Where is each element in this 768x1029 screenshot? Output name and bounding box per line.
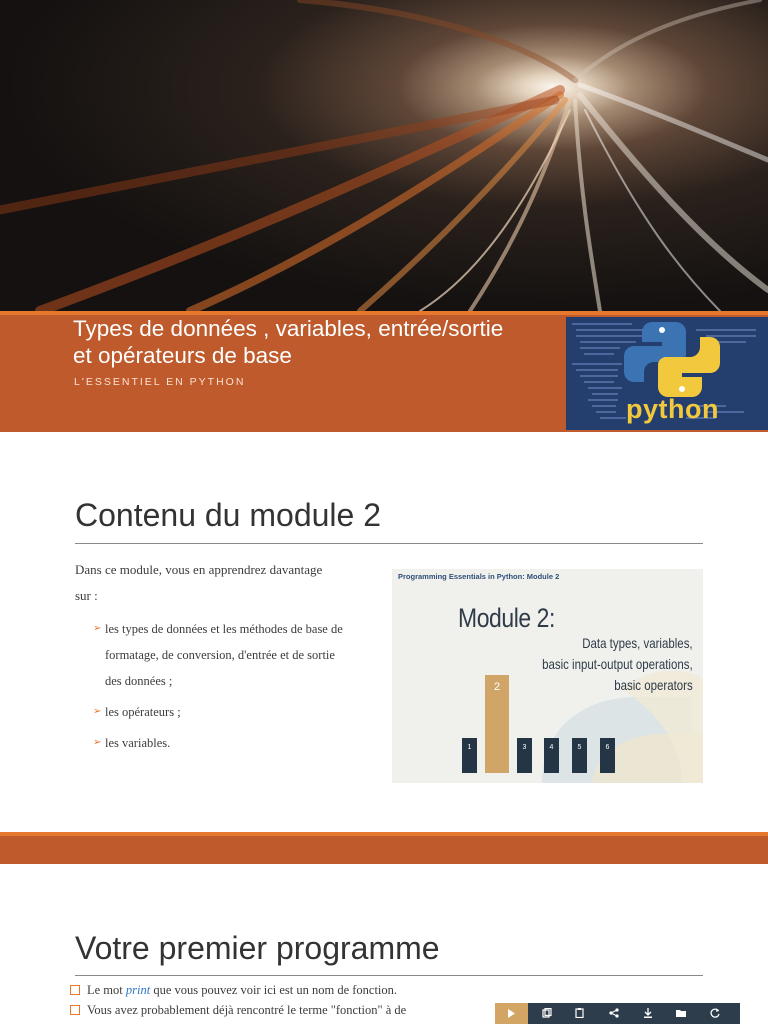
list-item [70,1001,470,1020]
title-rule [75,975,703,976]
list-item-text: Le mot [87,983,126,997]
list-item-text: Vous avez probablement déjà rencontré le terme "fonction" à de [87,1003,407,1017]
module-bar-6 [600,738,615,773]
download-button[interactable] [631,1003,664,1024]
arrow-bullet-icon: ➢ [93,737,102,748]
checkbox-bullet-icon [70,985,80,995]
module-bar-3 [517,738,532,773]
image-line: Data types, variables, [582,635,693,651]
python-logo-image [566,317,768,430]
list-item-line: des données ; [105,674,173,688]
bar-label: 6 [605,744,610,751]
title-rule [75,543,703,544]
print-keyword: print [125,983,151,997]
module-content-title: Contenu du module 2 [75,497,381,533]
arrow-bullet-icon: ➢ [93,623,102,634]
copy-button[interactable] [530,1003,563,1024]
image-line: basic input-output operations, [542,656,693,672]
code-editor-toolbar [495,1003,740,1024]
module-intro-line2: sur : [75,588,98,603]
presentation-title [73,315,563,369]
play-icon [507,1009,516,1018]
list-item-line: les variables. [105,736,171,750]
module-bar-5 [572,738,587,773]
hero-image [0,0,768,311]
light-streaks-graphic [0,0,768,311]
reset-button[interactable] [698,1003,731,1024]
bar-label: 5 [577,744,582,751]
share-button[interactable] [597,1003,630,1024]
list-item [93,699,375,725]
image-title: Module 2: [458,603,555,633]
list-item-text: que vous pouvez voir ici est un nom de fonction. [150,983,398,997]
list-item [93,616,375,694]
image-line: basic operators [614,677,693,693]
divider-band [0,836,768,864]
module-bar-4 [544,738,559,773]
folder-icon [676,1008,686,1018]
first-program-title: Votre premier programme [75,930,440,966]
paste-button[interactable] [563,1003,596,1024]
presentation-title-line2: et opérateurs de base [73,343,292,368]
module-bar-2 [485,675,509,773]
share-icon [609,1008,619,1018]
list-item-line: les types de données et les méthodes de base de [105,622,343,636]
arrow-bullet-icon: ➢ [93,706,102,717]
module-topics-list [93,616,375,761]
list-item-line: formatage, de conversion, d'entrée et de sortie [105,648,335,662]
bar-label: 4 [549,744,554,751]
copy-icon [542,1008,552,1018]
open-folder-button[interactable] [664,1003,697,1024]
list-item [93,730,375,756]
list-item [70,981,470,1000]
reset-icon [710,1008,720,1018]
module-intro-line1: Dans ce module, vous en apprendrez davantage [75,562,323,577]
checkbox-bullet-icon [70,1005,80,1015]
bar-label: 3 [522,744,527,751]
paste-icon [575,1008,585,1018]
first-program-list [70,981,470,1021]
list-item-line: les opérateurs ; [105,705,181,719]
module-bar-1 [462,738,477,773]
play-button[interactable] [495,1003,528,1024]
module-2-image [392,569,703,783]
presentation-subtitle: L'ESSENTIEL EN PYTHON [74,376,246,388]
module-intro [75,557,322,609]
image-header: Programming Essentials in Python: Module 2 [398,572,560,581]
download-icon [643,1008,653,1018]
bar-label: 2 [493,681,501,693]
python-wordmark: python [626,394,719,424]
presentation-title-line1: Types de données , variables, entrée/sortie [73,316,504,341]
bar-label: 1 [467,744,472,751]
